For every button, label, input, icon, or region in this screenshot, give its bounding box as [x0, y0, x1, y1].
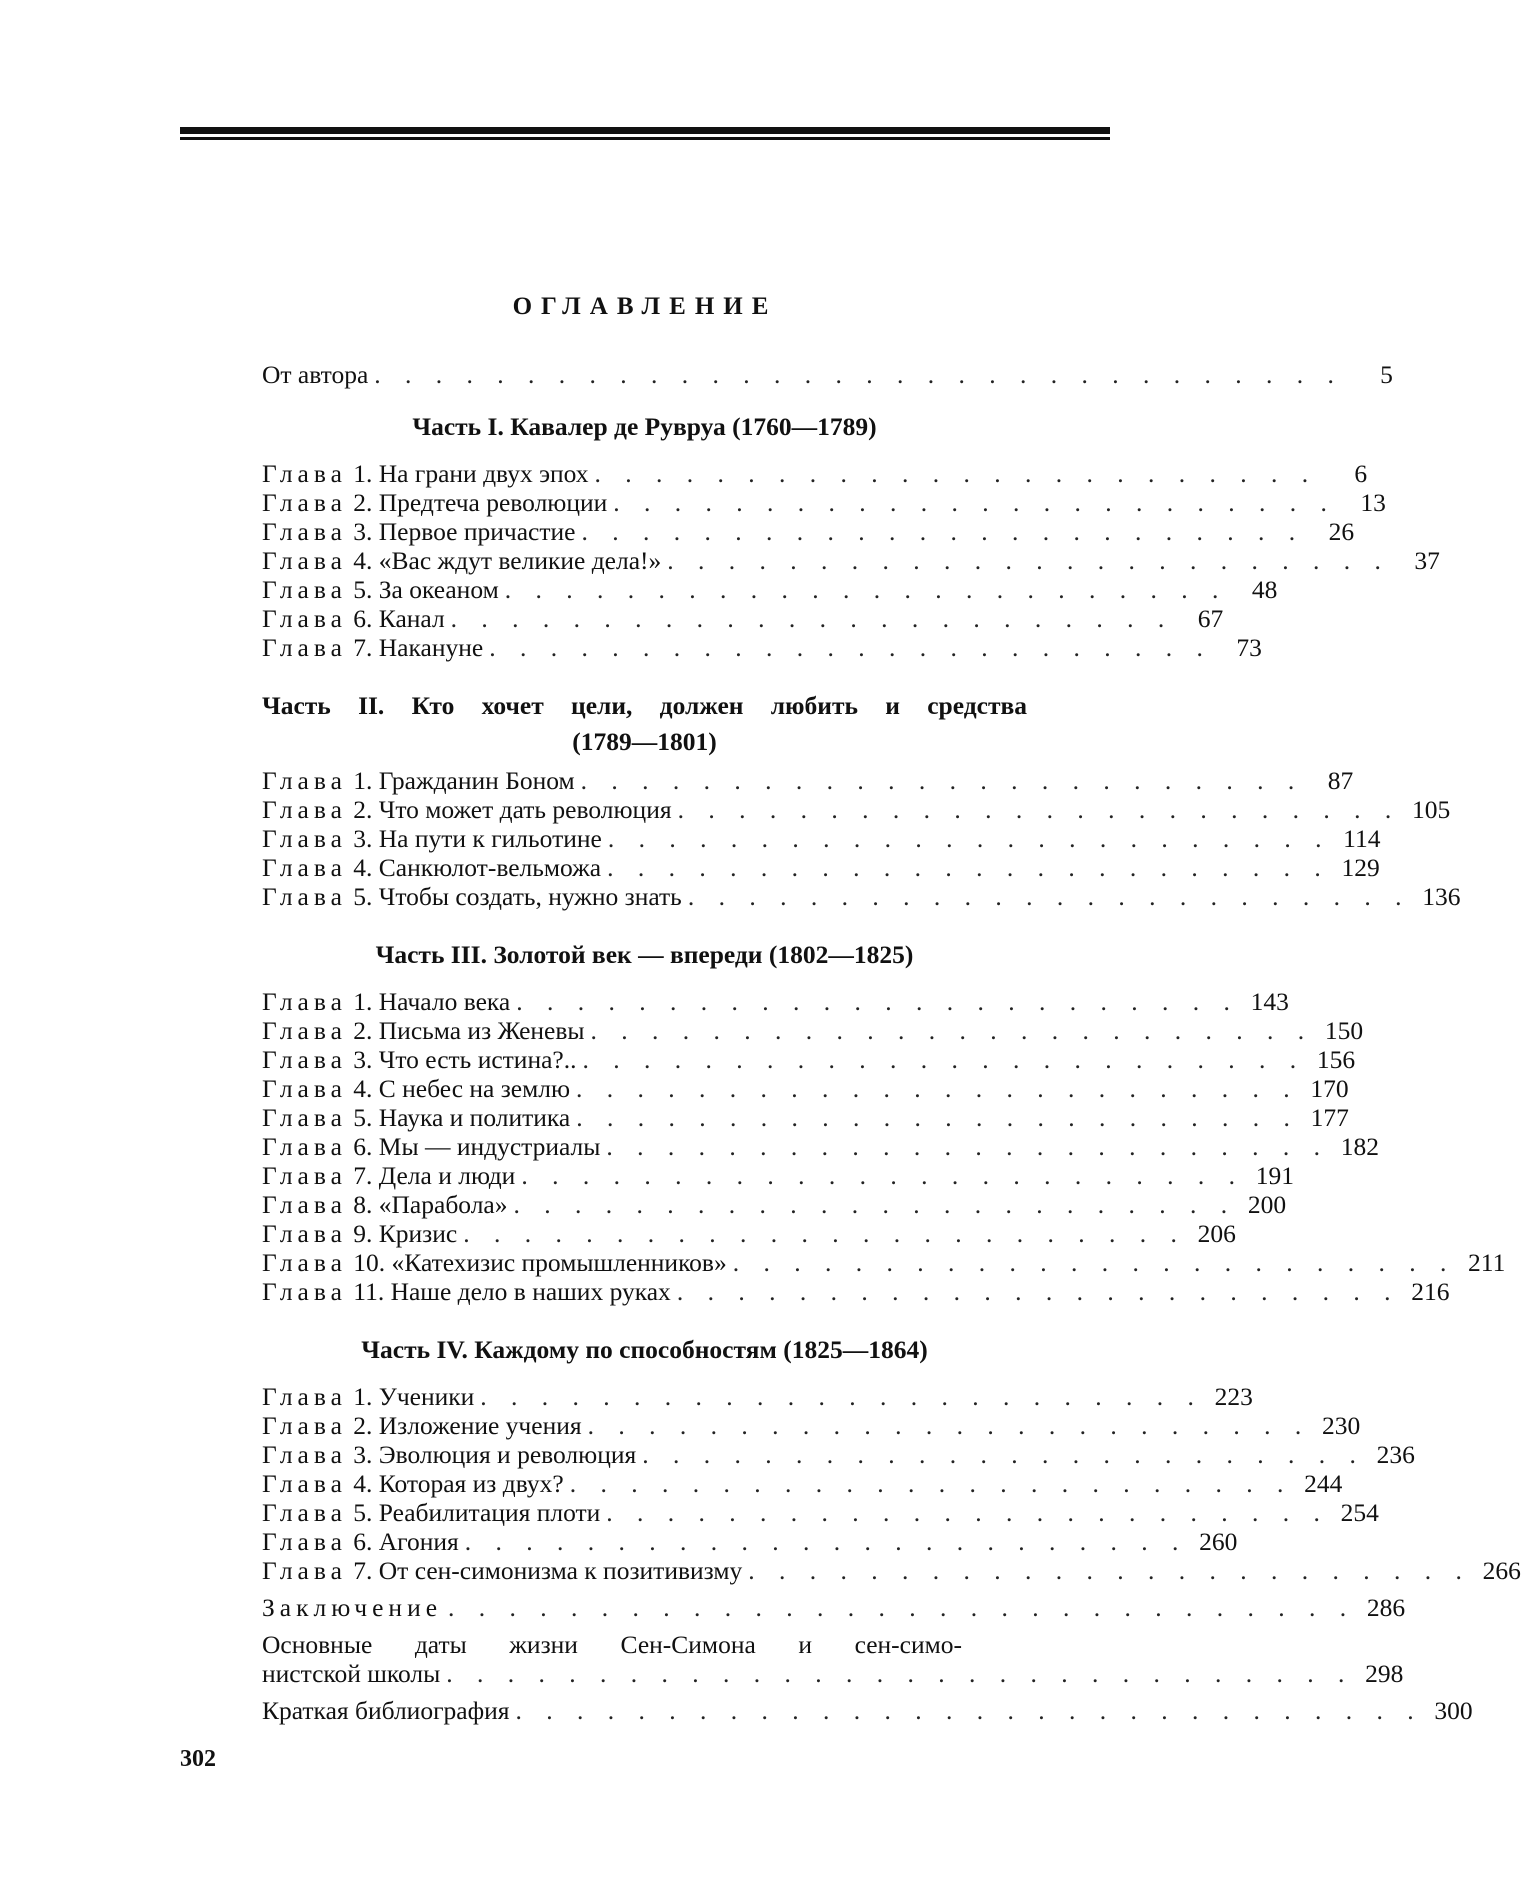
- entry-page: 177: [1310, 1103, 1349, 1132]
- chapter-title: Что есть истина?..: [378, 1045, 577, 1074]
- chapter-title: Первое причастие: [378, 517, 576, 546]
- chapter-title: «Вас ждут великие дела!»: [378, 546, 662, 575]
- toc-entry-chapter[interactable]: Глава 2. Что может дать революция . . . . . . . . . . . . . . . . . . . . . . . . 105: [262, 795, 1451, 824]
- entry-page: 286: [1366, 1593, 1406, 1622]
- entry-page: 156: [1316, 1045, 1356, 1074]
- entry-page: 105: [1411, 795, 1451, 824]
- entry-label: Краткая библиография: [262, 1696, 510, 1725]
- leader-dots: . . . . . . . . . . . . . . . . . . . . . . . .: [489, 633, 1212, 662]
- part-2-chapters: [262, 766, 1461, 911]
- chapter-title: Мы — индустриалы: [378, 1132, 601, 1161]
- chapter-title: Канал: [378, 604, 445, 633]
- entry-page: 191: [1255, 1161, 1294, 1190]
- part-heading-4: Часть IV. Каждому по способностям (1825—1864): [361, 1335, 928, 1364]
- entry-page: 260: [1199, 1527, 1238, 1556]
- chapter-title: От сен-симонизма к позитивизму: [378, 1556, 743, 1585]
- entry-page: 236: [1376, 1440, 1415, 1469]
- leader-dots: . . . . . . . . . . . . . . . . . . . . . . . .: [513, 1190, 1237, 1219]
- part-heading-1: Часть I. Кавалер де Рувруа (1760—1789): [412, 412, 877, 441]
- chapter-title: Которая из двух?: [378, 1469, 564, 1498]
- entry-page: 223: [1214, 1382, 1253, 1411]
- leader-dots: . . . . . . . . . . . . . . . . . . . . . . . .: [463, 1219, 1186, 1248]
- entry-label-line2: нистской школы: [262, 1659, 441, 1688]
- part-heading-2: Часть II. Кто хочет цели, должен любить и средства: [262, 691, 1027, 720]
- toc-entry-chapter[interactable]: Глава 1. На грани двух эпох . . . . . . . . . . . . . . . . . . . . . . . . 6: [262, 459, 1368, 488]
- entry-page: 244: [1304, 1469, 1343, 1498]
- chapter-title: За океаном: [378, 575, 499, 604]
- leader-dots: . . . . . . . . . . . . . . . . . . . . . . . .: [580, 766, 1304, 795]
- chapter-title: Эволюция и революция: [378, 1440, 637, 1469]
- chapter-title: На пути к гильотине: [378, 824, 602, 853]
- leader-dots: . . . . . . . . . . . . . . . . . . . . . . . .: [587, 1411, 1311, 1440]
- toc-entry-chapter[interactable]: Глава 8. «Парабола» . . . . . . . . . . . . . . . . . . . . . . . . 200: [262, 1190, 1287, 1219]
- entry-page: 5: [1380, 360, 1393, 389]
- leader-dots: . . . . . . . . . . . . . . . . . . . . . . . .: [450, 604, 1174, 633]
- chapter-title: Чтобы создать, нужно знать: [378, 882, 682, 911]
- leader-dots: . . . . . . . . . . . . . . . . . . . . . . . .: [677, 795, 1401, 824]
- chapter-title: «Парабола»: [378, 1190, 508, 1219]
- top-rule: [180, 127, 1110, 141]
- toc-entry-chapter[interactable]: Глава 4. Которая из двух? . . . . . . . . . . . . . . . . . . . . . . . . 244: [262, 1469, 1343, 1498]
- entry-page: 6: [1354, 459, 1368, 488]
- toc-entry-chapter[interactable]: Глава 2. Предтеча революции . . . . . . . . . . . . . . . . . . . . . . . . 13: [262, 488, 1386, 517]
- chapter-title: Что может дать революция: [378, 795, 672, 824]
- leader-dots: . . . . . . . . . . . . . . . . . . . . . . . .: [607, 824, 1331, 853]
- leader-dots: . . . . . . . . . . . . . . . . . . . . . . . .: [480, 1382, 1203, 1411]
- leader-dots: . . . . . . . . . . . . . . . . . . . . . . . .: [576, 1074, 1299, 1103]
- part-4-chapters: [262, 1382, 1521, 1585]
- chapter-title: Изложение учения: [378, 1411, 582, 1440]
- chapter-title: Санкюлот-вельможа: [378, 853, 602, 882]
- part-heading-2-dates: (1789—1801): [572, 727, 717, 756]
- leader-dots: . . . . . . . . . . . . . . . . . . . . . . . . . . . . . .: [446, 1659, 1354, 1688]
- leader-dots: . . . . . . . . . . . . . . . . . . . . . . . .: [687, 882, 1411, 911]
- toc-entry-chapter[interactable]: Глава 10. «Катехизис промышленников» . . . . . . . . . . . . . . . . . . . . . . . . 211: [262, 1248, 1506, 1277]
- entry-page: 266: [1482, 1556, 1521, 1585]
- entry-page: 254: [1340, 1498, 1379, 1527]
- leader-dots: . . . . . . . . . . . . . . . . . . . . . . . .: [516, 987, 1239, 1016]
- toc-entry-chapter[interactable]: Глава 1. Начало века . . . . . . . . . . . . . . . . . . . . . . . . 143: [262, 987, 1289, 1016]
- leader-dots: . . . . . . . . . . . . . . . . . . . . . . . . . . . . . . . .: [374, 360, 1343, 389]
- toc-entry-chapter[interactable]: Глава 3. На пути к гильотине . . . . . . . . . . . . . . . . . . . . . . . . 114: [262, 824, 1381, 853]
- entry-page: 211: [1468, 1248, 1506, 1277]
- toc: [262, 360, 1521, 1725]
- entry-label-line1: Основные даты жизни Сен-Симона и сен-симо-: [262, 1630, 962, 1659]
- toc-entry-chapter[interactable]: Глава 2. Изложение учения . . . . . . . . . . . . . . . . . . . . . . . . 230: [262, 1411, 1361, 1440]
- leader-dots: . . . . . . . . . . . . . . . . . . . . . . . .: [594, 459, 1318, 488]
- entry-page: 206: [1197, 1219, 1236, 1248]
- chapter-title: Кризис: [378, 1219, 458, 1248]
- toc-entry-chapter[interactable]: Глава 7. Накануне . . . . . . . . . . . . . . . . . . . . . . . . 73: [262, 633, 1262, 662]
- toc-entry-chapter[interactable]: Глава 7. От сен-симонизма к позитивизму . . . . . . . . . . . . . . . . . . . . . . . . 266: [262, 1556, 1521, 1585]
- leader-dots: . . . . . . . . . . . . . . . . . . . . . . . .: [642, 1440, 1365, 1469]
- chapter-title: Начало века: [378, 987, 511, 1016]
- top-rule-thin: [180, 137, 1110, 140]
- leader-dots: . . . . . . . . . . . . . . . . . . . . . . . . . . . . . .: [515, 1696, 1423, 1725]
- chapter-title: Наше дело в наших руках: [390, 1277, 671, 1306]
- leader-dots: . . . . . . . . . . . . . . . . . . . . . . . . . . . . . .: [448, 1593, 1356, 1622]
- chapter-title: Агония: [378, 1527, 459, 1556]
- entry-page: 200: [1247, 1190, 1287, 1219]
- toc-entry-chapter[interactable]: Глава 7. Дела и люди . . . . . . . . . . . . . . . . . . . . . . . . 191: [262, 1161, 1294, 1190]
- leader-dots: . . . . . . . . . . . . . . . . . . . . . . . .: [606, 1132, 1330, 1161]
- page-title: ОГЛАВЛЕНИЕ: [512, 293, 778, 320]
- chapter-title: Накануне: [378, 633, 484, 662]
- leader-dots: . . . . . . . . . . . . . . . . . . . . . . . .: [606, 1498, 1329, 1527]
- chapter-title: Гражданин Боном: [378, 766, 575, 795]
- leader-dots: . . . . . . . . . . . . . . . . . . . . . . . .: [748, 1556, 1471, 1585]
- entry-page: 114: [1343, 824, 1381, 853]
- entry-label: От автора: [262, 360, 369, 389]
- toc-entry-intro[interactable]: [262, 360, 1393, 389]
- toc-entry-chapter[interactable]: Глава 3. Что есть истина?.. . . . . . . . . . . . . . . . . . . . . . . . . 156: [262, 1045, 1356, 1074]
- leader-dots: . . . . . . . . . . . . . . . . . . . . . . . .: [582, 1045, 1306, 1074]
- toc-entry-chapter[interactable]: Глава 2. Письма из Женевы . . . . . . . . . . . . . . . . . . . . . . . . 150: [262, 1016, 1364, 1045]
- entry-page: 129: [1341, 853, 1380, 882]
- toc-entry-chapter[interactable]: Глава 6. Мы — индустриалы . . . . . . . . . . . . . . . . . . . . . . . . 182: [262, 1132, 1380, 1161]
- toc-entry-chapter[interactable]: Глава 1. Гражданин Боном . . . . . . . . . . . . . . . . . . . . . . . . 87: [262, 766, 1354, 795]
- chapter-title: Дела и люди: [378, 1161, 516, 1190]
- chapter-title: «Катехизис промышленников»: [391, 1248, 727, 1277]
- entry-page: 230: [1321, 1411, 1361, 1440]
- toc-entry-conclusion[interactable]: [262, 1593, 1406, 1622]
- part-heading-3: Часть III. Золотой век — впереди (1802—1825): [375, 940, 914, 969]
- entry-page: 182: [1340, 1132, 1380, 1161]
- entry-page: 37: [1414, 546, 1440, 575]
- toc-entry-chapter[interactable]: Глава 6. Агония . . . . . . . . . . . . . . . . . . . . . . . . 260: [262, 1527, 1238, 1556]
- toc-entry-chapter[interactable]: Глава 11. Наше дело в наших руках . . . . . . . . . . . . . . . . . . . . . . . . 216: [262, 1277, 1450, 1306]
- entry-page: 73: [1236, 633, 1262, 662]
- leader-dots: . . . . . . . . . . . . . . . . . . . . . . . .: [521, 1161, 1244, 1190]
- entry-page: 170: [1310, 1074, 1349, 1103]
- leader-dots: . . . . . . . . . . . . . . . . . . . . . . . .: [676, 1277, 1400, 1306]
- toc-entry-chapter[interactable]: Глава 3. Эволюция и революция . . . . . . . . . . . . . . . . . . . . . . . . 236: [262, 1440, 1415, 1469]
- toc-entry-dates[interactable]: [262, 1630, 1404, 1688]
- toc-entry-chapter[interactable]: Глава 5. За океаном . . . . . . . . . . . . . . . . . . . . . . . . 48: [262, 575, 1278, 604]
- leader-dots: . . . . . . . . . . . . . . . . . . . . . . . .: [504, 575, 1228, 604]
- leader-dots: . . . . . . . . . . . . . . . . . . . . . . . .: [613, 488, 1336, 517]
- entry-page: 300: [1434, 1696, 1473, 1725]
- chapter-title: На грани двух эпох: [378, 459, 589, 488]
- entry-page: 216: [1411, 1277, 1450, 1306]
- page-number: 302: [180, 1746, 216, 1772]
- entry-page: 298: [1365, 1659, 1404, 1688]
- toc-entry-chapter[interactable]: Глава 5. Наука и политика . . . . . . . . . . . . . . . . . . . . . . . . 177: [262, 1103, 1349, 1132]
- entry-page: 143: [1250, 987, 1289, 1016]
- part-3-chapters: [262, 987, 1506, 1306]
- toc-entry-chapter[interactable]: Глава 5. Чтобы создать, нужно знать . . . . . . . . . . . . . . . . . . . . . . . . 136: [262, 882, 1461, 911]
- leader-dots: . . . . . . . . . . . . . . . . . . . . . . . .: [569, 1469, 1293, 1498]
- entry-page: 150: [1324, 1016, 1364, 1045]
- leader-dots: . . . . . . . . . . . . . . . . . . . . . . . .: [732, 1248, 1456, 1277]
- toc-entry-chapter[interactable]: Глава 5. Реабилитация плоти . . . . . . . . . . . . . . . . . . . . . . . . 254: [262, 1498, 1379, 1527]
- entry-page: 67: [1197, 604, 1224, 633]
- toc-entry-chapter[interactable]: Глава 9. Кризис . . . . . . . . . . . . . . . . . . . . . . . . 206: [262, 1219, 1236, 1248]
- chapter-title: С небес на землю: [378, 1074, 571, 1103]
- leader-dots: . . . . . . . . . . . . . . . . . . . . . . . .: [667, 546, 1390, 575]
- toc-entry-chapter[interactable]: Глава 6. Канал . . . . . . . . . . . . . . . . . . . . . . . . 67: [262, 604, 1224, 633]
- chapter-title: Предтеча революции: [378, 488, 608, 517]
- part-1-chapters: [262, 459, 1440, 662]
- chapter-title: Ученики: [378, 1382, 475, 1411]
- toc-entry-chapter[interactable]: Глава 4. «Вас ждут великие дела!» . . . . . . . . . . . . . . . . . . . . . . . . 37: [262, 546, 1440, 575]
- entry-page: 26: [1328, 517, 1355, 546]
- leader-dots: . . . . . . . . . . . . . . . . . . . . . . . .: [464, 1527, 1188, 1556]
- toc-entry-chapter[interactable]: Глава 4. С небес на землю . . . . . . . . . . . . . . . . . . . . . . . . 170: [262, 1074, 1349, 1103]
- toc-entry-chapter[interactable]: Глава 1. Ученики . . . . . . . . . . . . . . . . . . . . . . . . 223: [262, 1382, 1253, 1411]
- toc-entry-chapter[interactable]: Глава 4. Санкюлот-вельможа . . . . . . . . . . . . . . . . . . . . . . . . 129: [262, 853, 1380, 882]
- entry-page: 87: [1327, 766, 1354, 795]
- leader-dots: . . . . . . . . . . . . . . . . . . . . . . . .: [576, 1103, 1299, 1132]
- entry-page: 136: [1422, 882, 1461, 911]
- entry-label: Заключение: [262, 1593, 443, 1622]
- chapter-title: Наука и политика: [378, 1103, 571, 1132]
- chapter-title: Реабилитация плоти: [378, 1498, 601, 1527]
- chapter-title: Письма из Женевы: [378, 1016, 585, 1045]
- entry-page: 13: [1360, 488, 1386, 517]
- leader-dots: . . . . . . . . . . . . . . . . . . . . . . . .: [581, 517, 1305, 546]
- toc-entry-chapter[interactable]: Глава 3. Первое причастие . . . . . . . . . . . . . . . . . . . . . . . . 26: [262, 517, 1355, 546]
- leader-dots: . . . . . . . . . . . . . . . . . . . . . . . .: [607, 853, 1330, 882]
- toc-entry-bibliography[interactable]: [262, 1696, 1473, 1725]
- top-rule-thick: [180, 127, 1110, 134]
- entry-page: 48: [1251, 575, 1278, 604]
- leader-dots: . . . . . . . . . . . . . . . . . . . . . . . .: [590, 1016, 1314, 1045]
